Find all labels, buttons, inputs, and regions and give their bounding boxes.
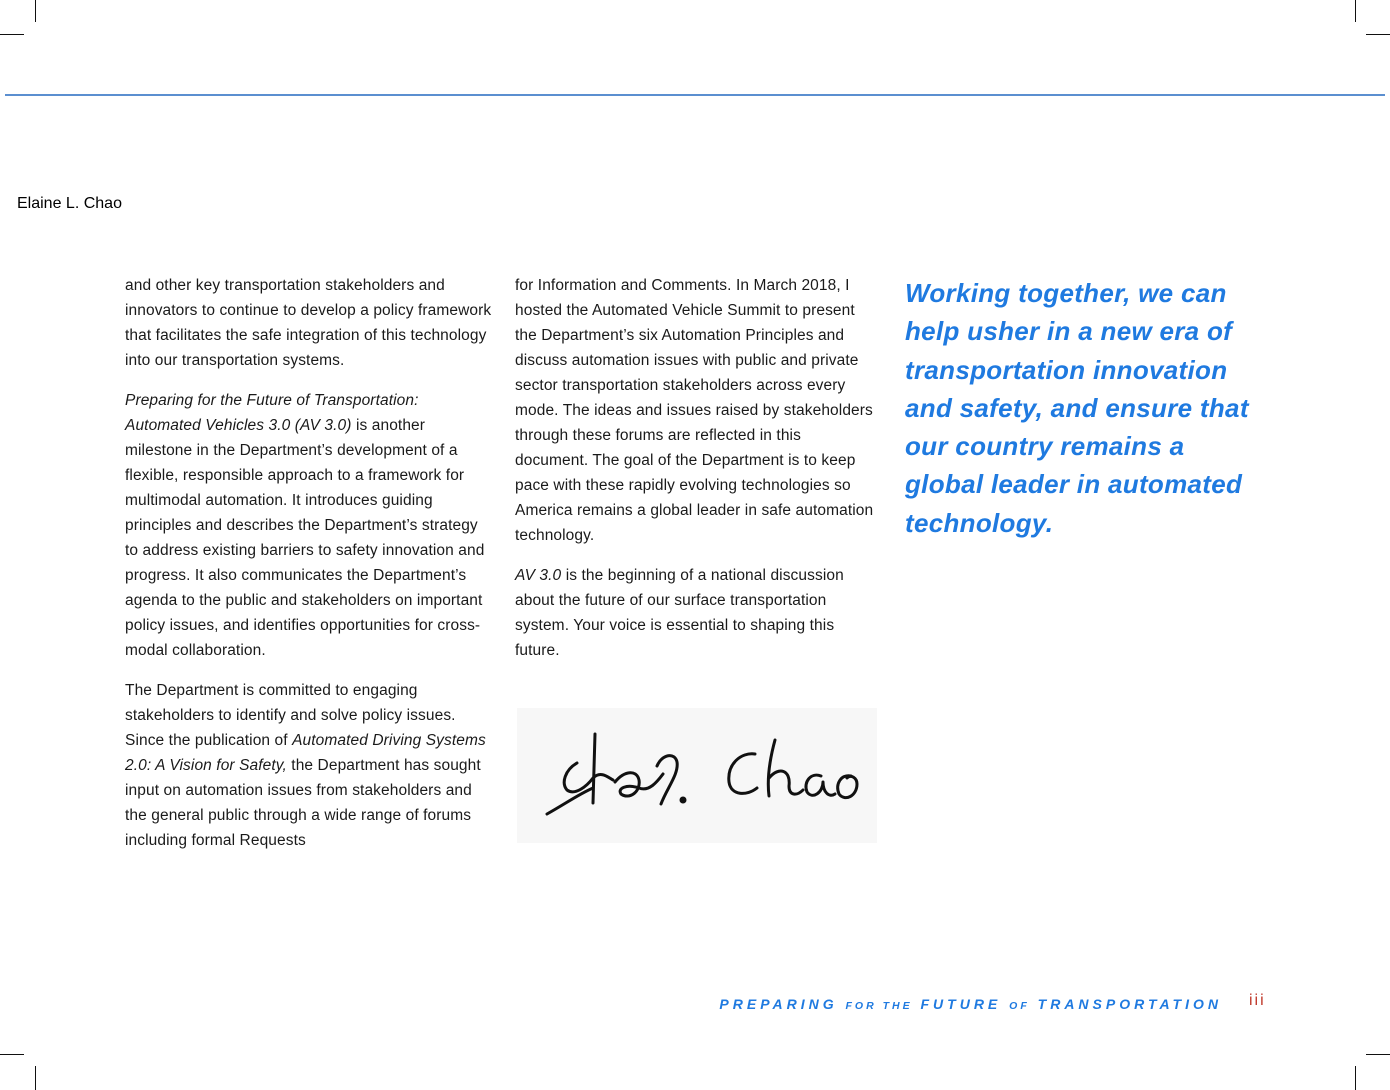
pull-quote: Working together, we can help usher in a new era of transportation innovation and safety, and ensure that our country remains a global leader in automated technology. [905, 278, 1249, 538]
document-title-italic: Automated Driving Systems 2.0: A Vision for Safety, [125, 732, 486, 774]
paragraph [125, 678, 493, 853]
paragraph-text: for Information and Comments. In March 2018, I hosted the Automated Vehicle Summit to present the Department’s six Automation Principles and discuss automation issues with public and private sector transportation stakeholders across every mode. The ideas and issues raised by stakeholders through these forums are reflected in this document. The goal of the Department is to keep pace with these rapidly evolving technologies so America remains a global leader in safe automation technology. [515, 277, 874, 544]
crop-mark [0, 1054, 24, 1055]
footer-word: OF [1009, 1000, 1030, 1012]
crop-mark [35, 0, 36, 22]
paragraph [515, 563, 877, 663]
crop-mark [0, 34, 24, 35]
text-column-left [125, 273, 493, 868]
crop-mark [1355, 0, 1356, 22]
paragraph-text: is another milestone in the Department’s development of a flexible, responsible approach to a framework for multimodal automation. It introduces guiding principles and describes the Department’s strategy to address existing barriers to safety innovation and progress. It also communicates the Department’s agenda to the public and stakeholders on important policy issues, and identifies opportunities for cross-modal collaboration. [125, 417, 485, 659]
document-title-italic: Preparing for the Future of Transportation: Automated Vehicles 3.0 (AV 3.0) [125, 392, 419, 434]
footer-word: TRANSPORTATION [1037, 996, 1222, 1012]
page-number: iii [1249, 992, 1266, 1009]
signature-text: Elaine L. Chao [17, 195, 122, 212]
footer-word: PREPARING [719, 996, 838, 1012]
footer-word: FUTURE [920, 996, 1002, 1012]
paragraph [125, 388, 493, 663]
header-rule [5, 94, 1385, 96]
paragraph-text: The Department is committed to engaging stakeholders to identify and solve policy issues. Since the publication of [125, 682, 456, 749]
paragraph-text: and other key transportation stakeholders and innovators to continue to develop a policy framework that facilitates the safe integration of this technology into our transportation systems. [125, 277, 492, 369]
paragraph [125, 273, 493, 373]
paragraph-text: is the beginning of a national discussion about the future of our surface transportation system. Your voice is essential to shaping this future. [515, 567, 844, 659]
footer-document-title [719, 996, 1222, 1012]
crop-mark [1366, 34, 1390, 35]
paragraph [515, 273, 877, 548]
text-column-middle [515, 273, 877, 678]
crop-mark [1355, 1066, 1356, 1090]
crop-mark [35, 1066, 36, 1090]
crop-mark [1366, 1054, 1390, 1055]
document-title-italic: AV 3.0 [515, 567, 562, 584]
footer-word: FOR THE [845, 1000, 913, 1012]
paragraph-text: the Department has sought input on automation issues from stakeholders and the general public through a wide range of forums including formal Requests [125, 757, 481, 849]
